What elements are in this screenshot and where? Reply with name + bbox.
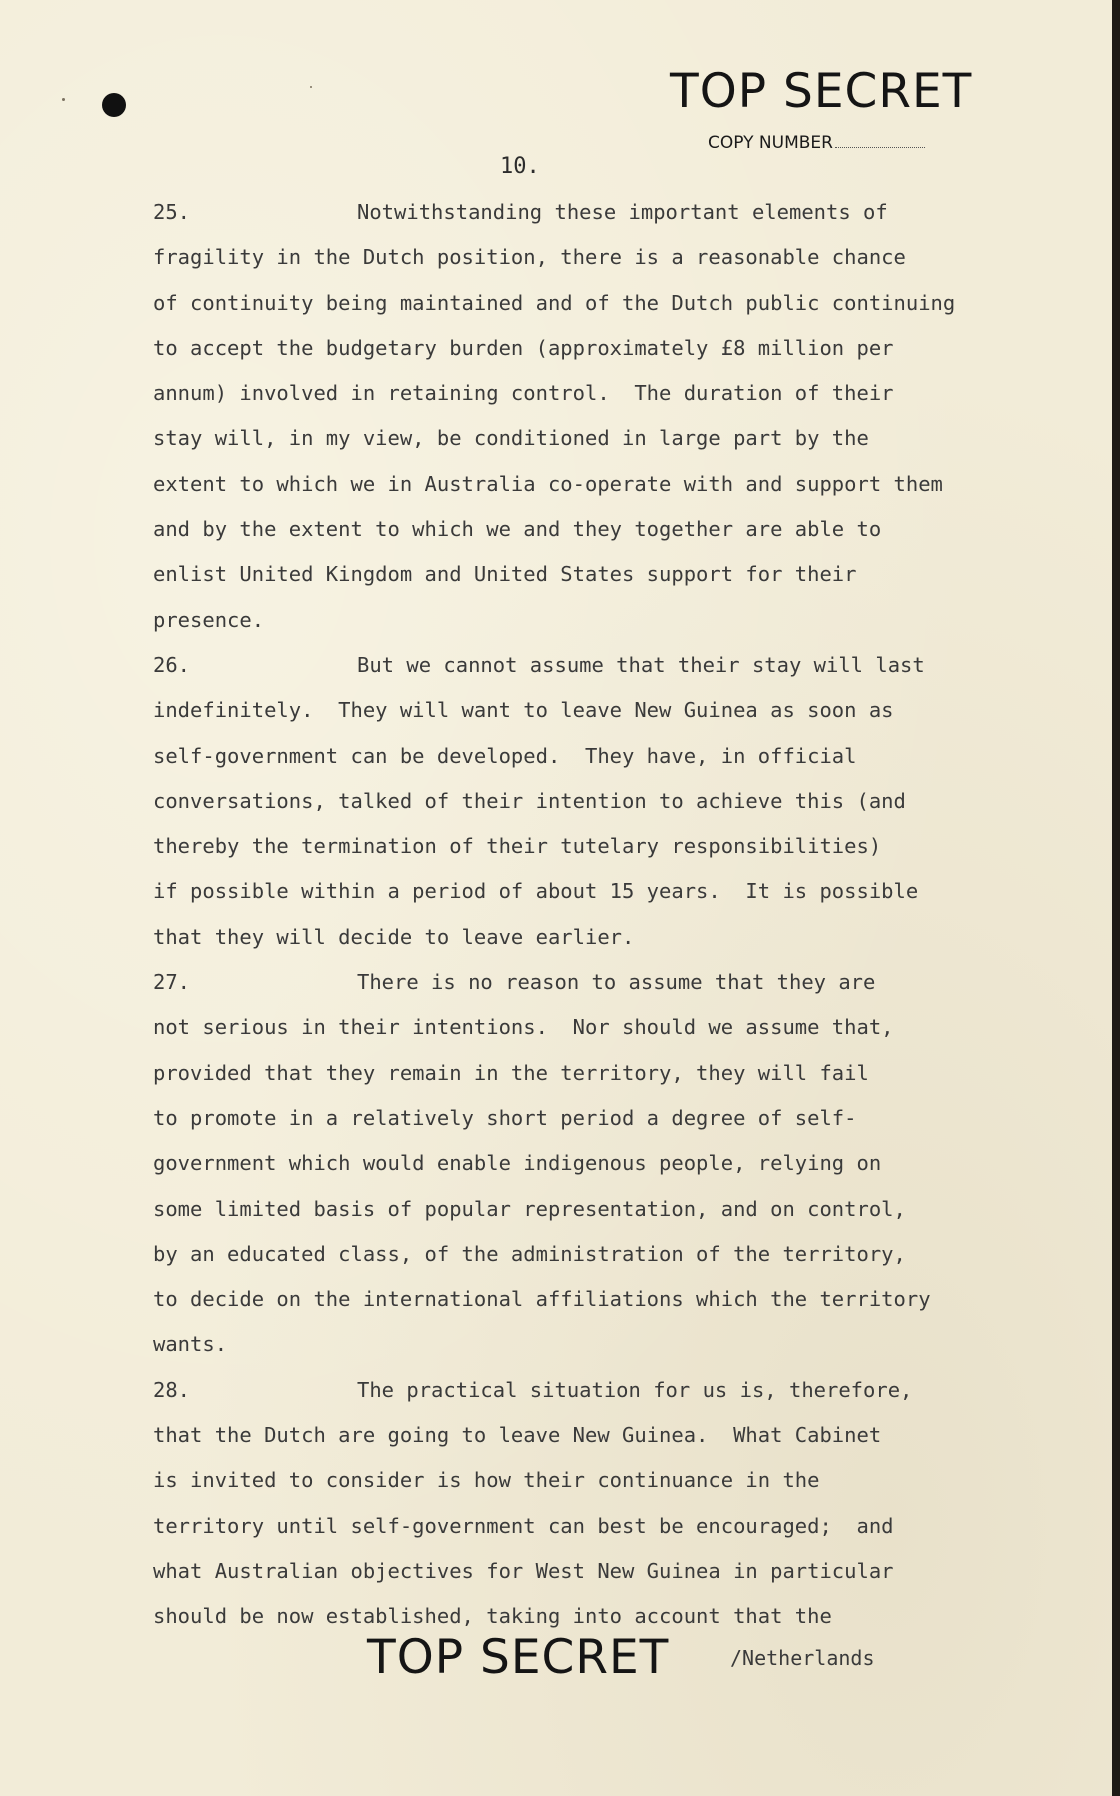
copy-number-label: COPY NUMBER: [708, 133, 833, 153]
paragraph-line: stay will, in my view, be conditioned in large part by the: [153, 426, 869, 451]
paragraph-line: that the Dutch are going to leave New Guinea. What Cabinet: [153, 1423, 882, 1448]
paragraph-line: and by the extent to which we and they together are able to: [153, 517, 882, 542]
paragraph-line: what Australian objectives for West New Guinea in particular: [153, 1558, 894, 1583]
paragraph-first-line: [153, 1368, 1053, 1413]
paragraph-line: annum) involved in retaining control. The duration of their: [153, 381, 894, 406]
paragraph-line: to decide on the international affiliations which the territory: [153, 1287, 931, 1312]
paragraph-line: government which would enable indigenous people, relying on: [153, 1151, 882, 1176]
paragraph-line: is invited to consider is how their continuance in the: [153, 1468, 820, 1493]
paragraph-line: territory until self-government can best be encouraged; and: [153, 1513, 894, 1538]
paper-speck: [62, 98, 65, 101]
paragraph-line: wants.: [153, 1332, 228, 1357]
copy-number-blank: [835, 133, 925, 148]
paragraph-number: 26.: [153, 652, 191, 677]
paragraph-line: But we cannot assume that their stay will last: [357, 652, 925, 677]
paragraph-line: conversations, talked of their intention to achieve this (and: [153, 788, 906, 813]
paragraph-line: if possible within a period of about 15 years. It is possible: [153, 879, 919, 904]
top-secret-stamp-top: TOP SECRET: [670, 64, 973, 119]
paper-speck: [310, 86, 312, 88]
paragraph-first-line: [153, 960, 1053, 1005]
scan-edge: [1112, 0, 1120, 1796]
paragraph-number: 27.: [153, 970, 191, 995]
paragraph-line: extent to which we in Australia co-operate with and support them: [153, 471, 943, 496]
paragraph-line: self-government can be developed. They have, in official: [153, 743, 857, 768]
paragraph-line: presence.: [153, 607, 265, 632]
document-body: [153, 190, 1053, 1640]
paragraph-number: 25.: [153, 200, 191, 224]
paragraph-line: The practical situation for us is, therefore,: [357, 1377, 913, 1402]
paragraph-number: 28.: [153, 1377, 191, 1402]
top-secret-stamp-bottom: TOP SECRET: [367, 1630, 670, 1685]
paragraph-line: fragility in the Dutch position, there is a reasonable chance: [153, 245, 906, 270]
catchword: /Netherlands: [730, 1646, 875, 1670]
page-number: 10.: [500, 154, 540, 179]
paragraph-line: by an educated class, of the administration of the territory,: [153, 1241, 906, 1266]
paragraph-line: some limited basis of popular representation, and on control,: [153, 1196, 906, 1221]
paragraph-line: of continuity being maintained and of the Dutch public continuing: [153, 290, 956, 315]
copy-number-field: [708, 133, 925, 153]
paragraph-line: enlist United Kingdom and United States support for their: [153, 562, 857, 587]
paragraph-line: There is no reason to assume that they are: [357, 970, 876, 995]
paragraph-line: Notwithstanding these important elements of: [357, 200, 888, 224]
paragraph-line: indefinitely. They will want to leave New Guinea as soon as: [153, 698, 894, 723]
paragraph-line: that they will decide to leave earlier.: [153, 924, 635, 949]
paragraph-line: provided that they remain in the territory, they will fail: [153, 1060, 869, 1085]
paragraph-line: should be now established, taking into account that the: [153, 1604, 832, 1629]
paragraph-line: not serious in their intentions. Nor should we assume that,: [153, 1015, 894, 1040]
paragraph-line: to accept the budgetary burden (approximately £8 million per: [153, 335, 894, 360]
paragraph-first-line: [153, 190, 1053, 235]
paragraph-line: thereby the termination of their tutelary responsibilities): [153, 834, 882, 859]
punch-hole: [102, 93, 126, 117]
paragraph-line: to promote in a relatively short period a degree of self-: [153, 1105, 857, 1130]
paragraph-first-line: [153, 643, 1053, 688]
